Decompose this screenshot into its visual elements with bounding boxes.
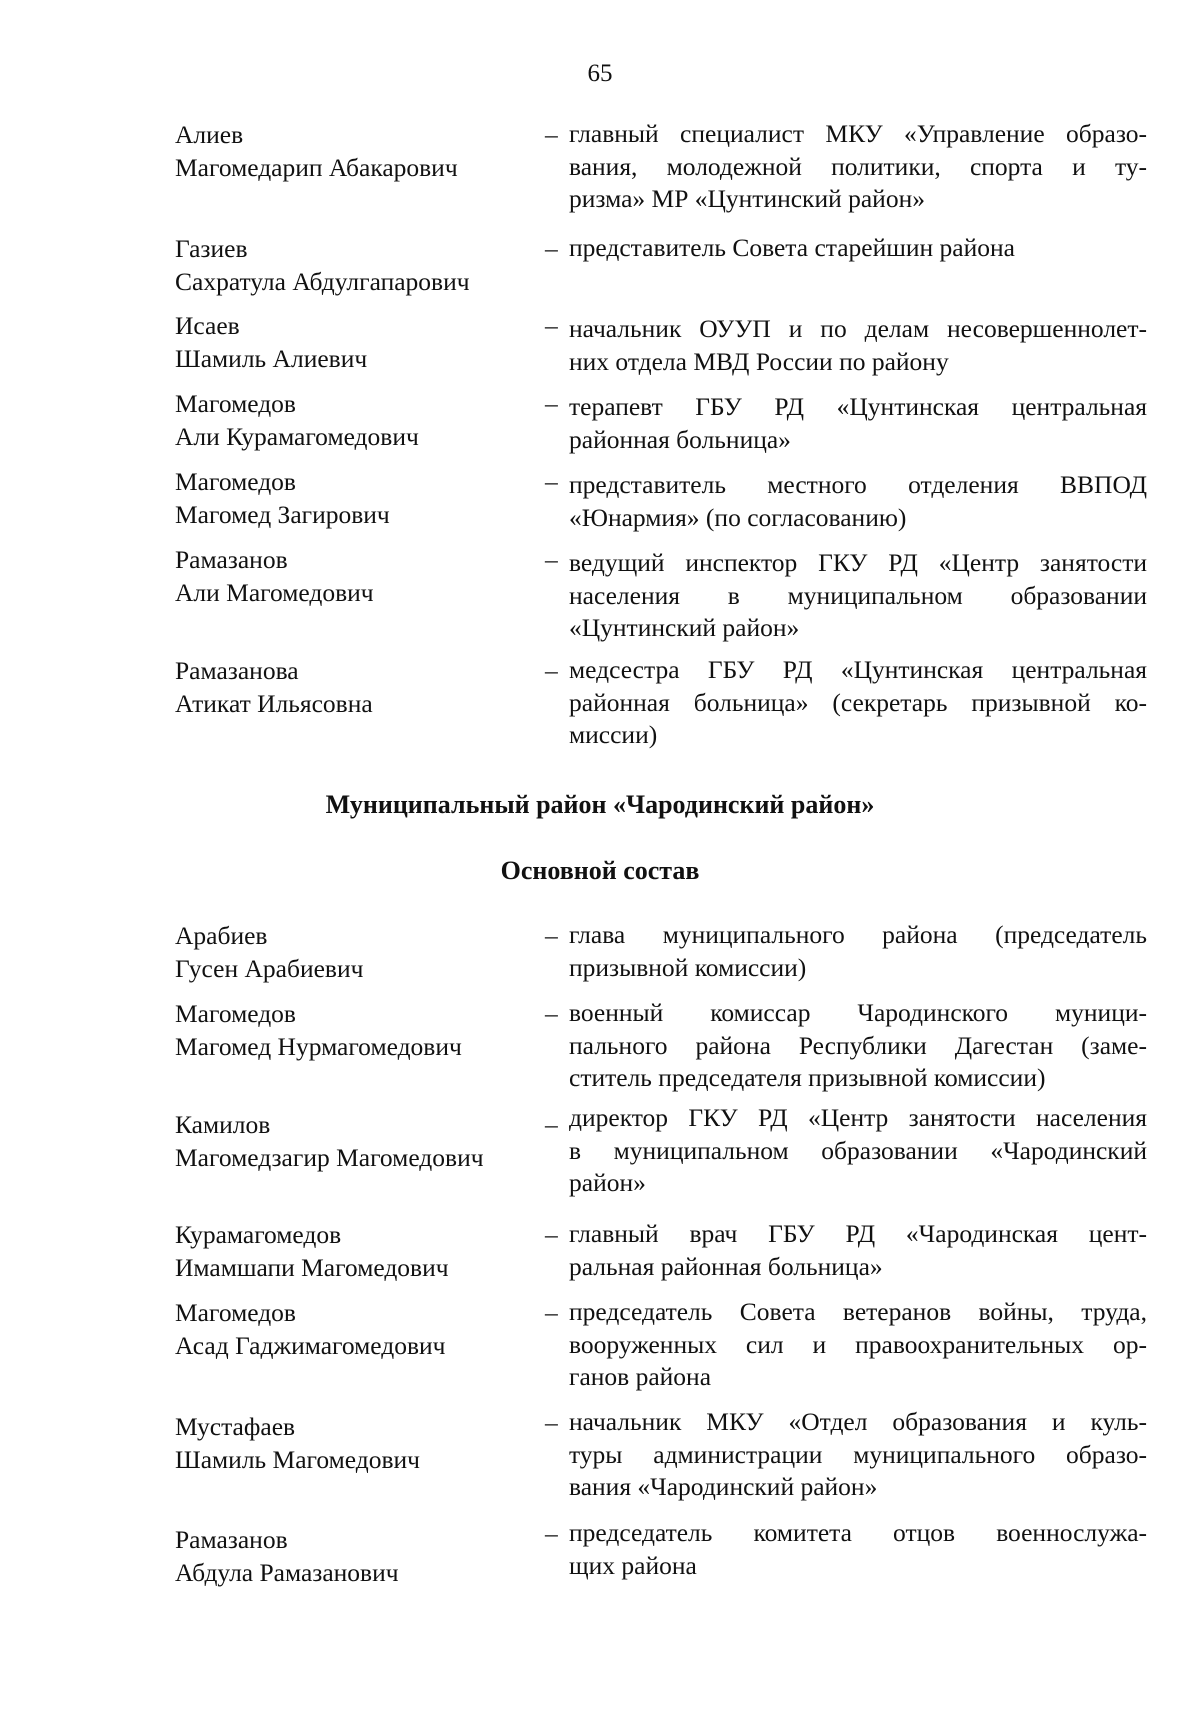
role-line: район» — [569, 1168, 646, 1197]
role-line: ризма» МР «Цунтинский район» — [569, 184, 925, 213]
role-text — [569, 1218, 1147, 1283]
role-line: председатель комитета отцов военнослужа- — [569, 1518, 1147, 1547]
role-line: в муниципальном образовании «Чародинский — [569, 1135, 1147, 1165]
dash: – — [545, 234, 558, 263]
role-text — [569, 547, 1147, 645]
role-text — [569, 1517, 1147, 1582]
given-name: Али Магомедович — [175, 578, 374, 607]
role-line: представитель Совета старейшин района — [569, 233, 1015, 262]
dash: – — [545, 1220, 558, 1249]
role-line: вооруженных сил и правоохранительных ор- — [569, 1329, 1147, 1359]
role-line: глава муниципального района (председатель — [569, 920, 1147, 949]
given-name: Абдула Рамазанович — [175, 1558, 399, 1587]
role-line: представитель местного отделения ВВПОД — [569, 470, 1147, 499]
person-name — [175, 1523, 535, 1589]
role-line: них отдела МВД России по району — [569, 346, 949, 376]
role-text — [569, 1296, 1147, 1394]
dash: – — [545, 545, 558, 574]
given-name: Асад Гаджимагомедович — [175, 1331, 446, 1360]
given-name: Магомедарип Абакарович — [175, 153, 458, 182]
person-name — [175, 387, 535, 453]
given-name: Магомедзагир Магомедович — [175, 1143, 484, 1172]
role-line: начальник ОУУП и по делам несовершеннолет- — [569, 314, 1147, 343]
given-name: Шамиль Магомедович — [175, 1445, 420, 1474]
surname: Рамазанов — [175, 545, 288, 574]
person-name — [175, 543, 535, 609]
role-line: медсестра ГБУ РД «Цунтинская центральная — [569, 655, 1147, 684]
person-name — [175, 654, 535, 720]
page-number: 65 — [587, 60, 613, 87]
role-line: терапевт ГБУ РД «Цунтинская центральная — [569, 392, 1147, 421]
given-name: Гусен Арабиевич — [175, 954, 364, 983]
role-line: вания, молодежной политики, спорта и ту- — [569, 151, 1147, 181]
role-line: председатель Совета ветеранов войны, труда, — [569, 1297, 1147, 1326]
district-heading: Муниципальный район «Чародинский район» — [325, 790, 875, 819]
surname: Магомедов — [175, 1298, 296, 1327]
person-name — [175, 1296, 535, 1362]
role-text — [569, 654, 1147, 752]
role-text — [569, 1102, 1147, 1200]
dash: – — [545, 656, 558, 685]
role-line: призывной комиссии) — [569, 952, 807, 982]
dash: – — [545, 1298, 558, 1327]
given-name: Имамшапи Магомедович — [175, 1253, 449, 1282]
given-name: Сахратула Абдулгапарович — [175, 267, 470, 296]
person-name — [175, 1410, 535, 1476]
role-line: миссии) — [569, 720, 658, 749]
role-text — [569, 1406, 1147, 1504]
dash: – — [545, 1110, 558, 1139]
dash: – — [545, 1519, 558, 1548]
surname: Алиев — [175, 120, 244, 149]
surname: Магомедов — [175, 389, 296, 418]
person-name — [175, 919, 535, 985]
role-text — [569, 232, 1147, 265]
role-text — [569, 919, 1147, 984]
role-line: главный врач ГБУ РД «Чародинская цент- — [569, 1219, 1147, 1248]
surname: Магомедов — [175, 467, 296, 496]
composition-heading: Основной состав — [500, 856, 700, 885]
surname: Рамазанова — [175, 656, 299, 685]
person-name — [175, 118, 535, 184]
surname: Арабиев — [175, 921, 268, 950]
role-line: ститель председателя призывной комиссии) — [569, 1063, 1046, 1092]
role-line: военный комиссар Чародинского муници- — [569, 998, 1147, 1027]
role-line: ганов района — [569, 1362, 712, 1391]
role-text — [569, 391, 1147, 456]
person-name — [175, 232, 535, 298]
given-name: Али Курамагомедович — [175, 422, 419, 451]
surname: Газиев — [175, 234, 248, 263]
surname: Курамагомедов — [175, 1220, 342, 1249]
role-line: ведущий инспектор ГКУ РД «Центр занятости — [569, 548, 1147, 577]
role-line: «Цунтинский район» — [569, 613, 800, 642]
dash: – — [545, 999, 558, 1028]
surname: Мустафаев — [175, 1412, 296, 1441]
surname: Магомедов — [175, 999, 296, 1028]
given-name: Магомед Нурмагомедович — [175, 1032, 462, 1061]
role-line: директор ГКУ РД «Центр занятости населения — [569, 1103, 1147, 1132]
surname: Исаев — [175, 311, 240, 340]
role-line: ральная районная больница» — [569, 1251, 883, 1281]
role-line: районная больница» (секретарь призывной ко- — [569, 687, 1147, 717]
role-line: пального района Республики Дагестан (заме- — [569, 1030, 1147, 1060]
surname: Рамазанов — [175, 1525, 288, 1554]
dash: – — [545, 311, 558, 340]
dash: – — [545, 389, 558, 418]
surname: Камилов — [175, 1110, 271, 1139]
given-name: Атикат Ильясовна — [175, 689, 373, 718]
given-name: Магомед Загирович — [175, 500, 390, 529]
role-line: щих района — [569, 1550, 697, 1580]
role-line: районная больница» — [569, 424, 791, 454]
role-text — [569, 313, 1147, 378]
dash: – — [545, 120, 558, 149]
role-text — [569, 118, 1147, 216]
role-line: вания «Чародинский район» — [569, 1472, 878, 1501]
dash: – — [545, 921, 558, 950]
person-name — [175, 309, 535, 375]
person-name — [175, 1108, 535, 1174]
role-text — [569, 469, 1147, 534]
person-name — [175, 465, 535, 531]
person-name — [175, 1218, 535, 1284]
dash: – — [545, 1408, 558, 1437]
role-line: населения в муниципальном образовании — [569, 580, 1147, 610]
dash: – — [545, 467, 558, 496]
person-name — [175, 997, 535, 1063]
given-name: Шамиль Алиевич — [175, 344, 368, 373]
role-line: туры администрации муниципального образо- — [569, 1439, 1147, 1469]
role-line: начальник МКУ «Отдел образования и куль- — [569, 1407, 1147, 1436]
role-text — [569, 997, 1147, 1095]
role-line: «Юнармия» (по согласованию) — [569, 502, 907, 532]
role-line: главный специалист МКУ «Управление образо- — [569, 119, 1147, 148]
